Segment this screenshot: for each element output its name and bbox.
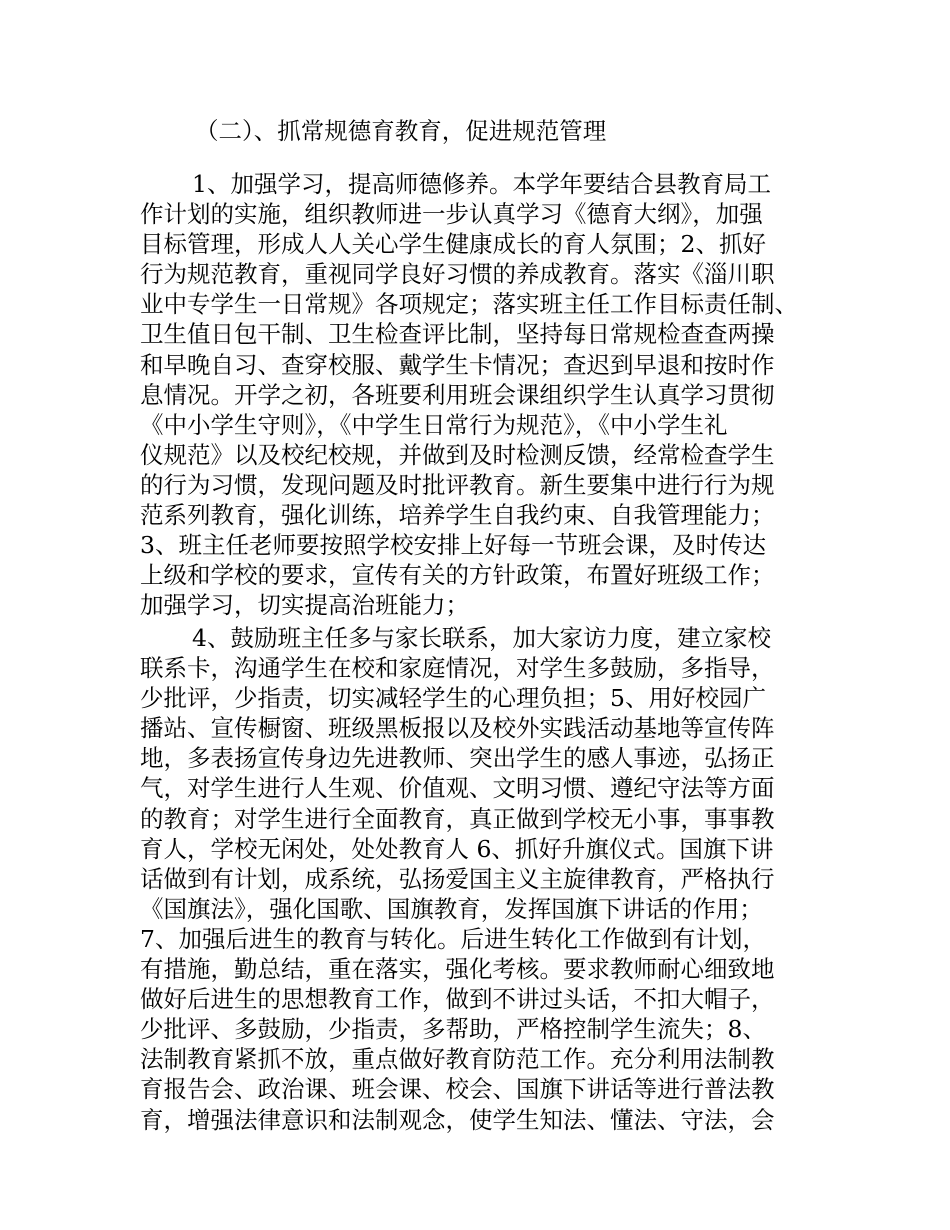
paragraph-line: 仪规范》以及校纪校规，并做到及时检测反馈，经常检查学生	[140, 440, 775, 469]
paragraph-line: 上级和学校的要求，宣传有关的方针政策，布置好班级工作；	[140, 561, 775, 590]
paragraph-line: 少批评，少指责，切实减轻学生的心理负担；5、用好校园广	[140, 684, 766, 713]
paragraph-line: 加强学习，切实提高治班能力；	[140, 591, 469, 620]
paragraph-line: 卫生值日包干制、卫生检查评比制，坚持每日常规检查查两操	[140, 320, 775, 349]
paragraph-line: 气，对学生进行人生观、价值观、文明习惯、遵纪守法等方面	[140, 774, 775, 803]
paragraph-line: 话做到有计划，成系统，弘扬爱国主义主旋律教育，严格执行	[140, 864, 775, 893]
paragraph-line: 息情况。开学之初，各班要利用班会课组织学生认真学习贯彻	[140, 380, 775, 409]
paragraph-line: 的行为习惯，发现问题及时批评教育。新生要集中进行行为规	[140, 470, 775, 499]
paragraph-line: 育，增强法律意识和法制观念，使学生知法、懂法、守法，会	[140, 1105, 775, 1134]
paragraph-line: 《国旗法》，强化国歌、国旗教育，发挥国旗下讲话的作用；	[140, 894, 763, 923]
paragraph-line: 地，多表扬宣传身边先进教师、突出学生的感人事迹，弘扬正	[140, 744, 775, 773]
paragraph-line: 业中专学生一日常规》各项规定；落实班主任工作目标责任制、	[140, 290, 798, 319]
paragraph-line: 行为规范教育，重视同学良好习惯的养成教育。落实《淄川职	[140, 260, 775, 289]
paragraph-line: 7、加强后进生的教育与转化。后进生转化工作做到有计划，	[140, 924, 766, 953]
paragraph-line: 育报告会、政治课、班会课、校会、国旗下讲话等进行普法教	[140, 1075, 775, 1104]
paragraph-line: 3、班主任老师要按照学校安排上好每一节班会课，及时传达	[140, 531, 766, 560]
section-heading: （二）、抓常规德育教育，促进规范管理	[195, 117, 607, 145]
paragraph-line: 1、加强学习，提高师德修养。本学年要结合县教育局工	[192, 170, 771, 198]
paragraph-line: 《中小学生守则》，《中学生日常行为规范》，《中小学生礼	[140, 410, 728, 439]
paragraph-line: 目标管理，形成人人关心学生健康成长的育人氛围；2、抓好	[140, 230, 766, 259]
paragraph-line: 的教育；对学生进行全面教育，真正做到学校无小事，事事教	[140, 804, 775, 833]
paragraph-line: 4、鼓励班主任多与家长联系，加大家访力度，建立家校	[192, 624, 771, 652]
paragraph-line: 播站、宣传橱窗、班级黑板报以及校外实践活动基地等宣传阵	[140, 714, 775, 743]
paragraph-line: 联系卡，沟通学生在校和家庭情况，对学生多鼓励，多指导，	[140, 654, 775, 683]
paragraph-line: 育人，学校无闲处，处处教育人 6、抓好升旗仪式。国旗下讲	[140, 834, 774, 863]
paragraph-1	[140, 169, 840, 620]
paragraph-line: 和早晚自习、查穿校服、戴学生卡情况；查迟到早退和按时作	[140, 350, 775, 379]
paragraph-line: 作计划的实施，组织教师进一步认真学习《德育大纲》，加强	[140, 200, 763, 229]
paragraph-line: 法制教育紧抓不放，重点做好教育防范工作。充分利用法制教	[140, 1045, 775, 1074]
paragraph-2	[140, 623, 840, 1135]
paragraph-line: 做好后进生的思想教育工作，做到不讲过头话，不扣大帽子，	[140, 985, 775, 1014]
paragraph-line: 少批评、多鼓励，少指责，多帮助，严格控制学生流失；8、	[140, 1015, 766, 1044]
paragraph-line: 范系列教育，强化训练，培养学生自我约束、自我管理能力；	[140, 501, 775, 530]
paragraph-line: 有措施，勤总结，重在落实，强化考核。要求教师耐心细致地	[140, 955, 775, 984]
